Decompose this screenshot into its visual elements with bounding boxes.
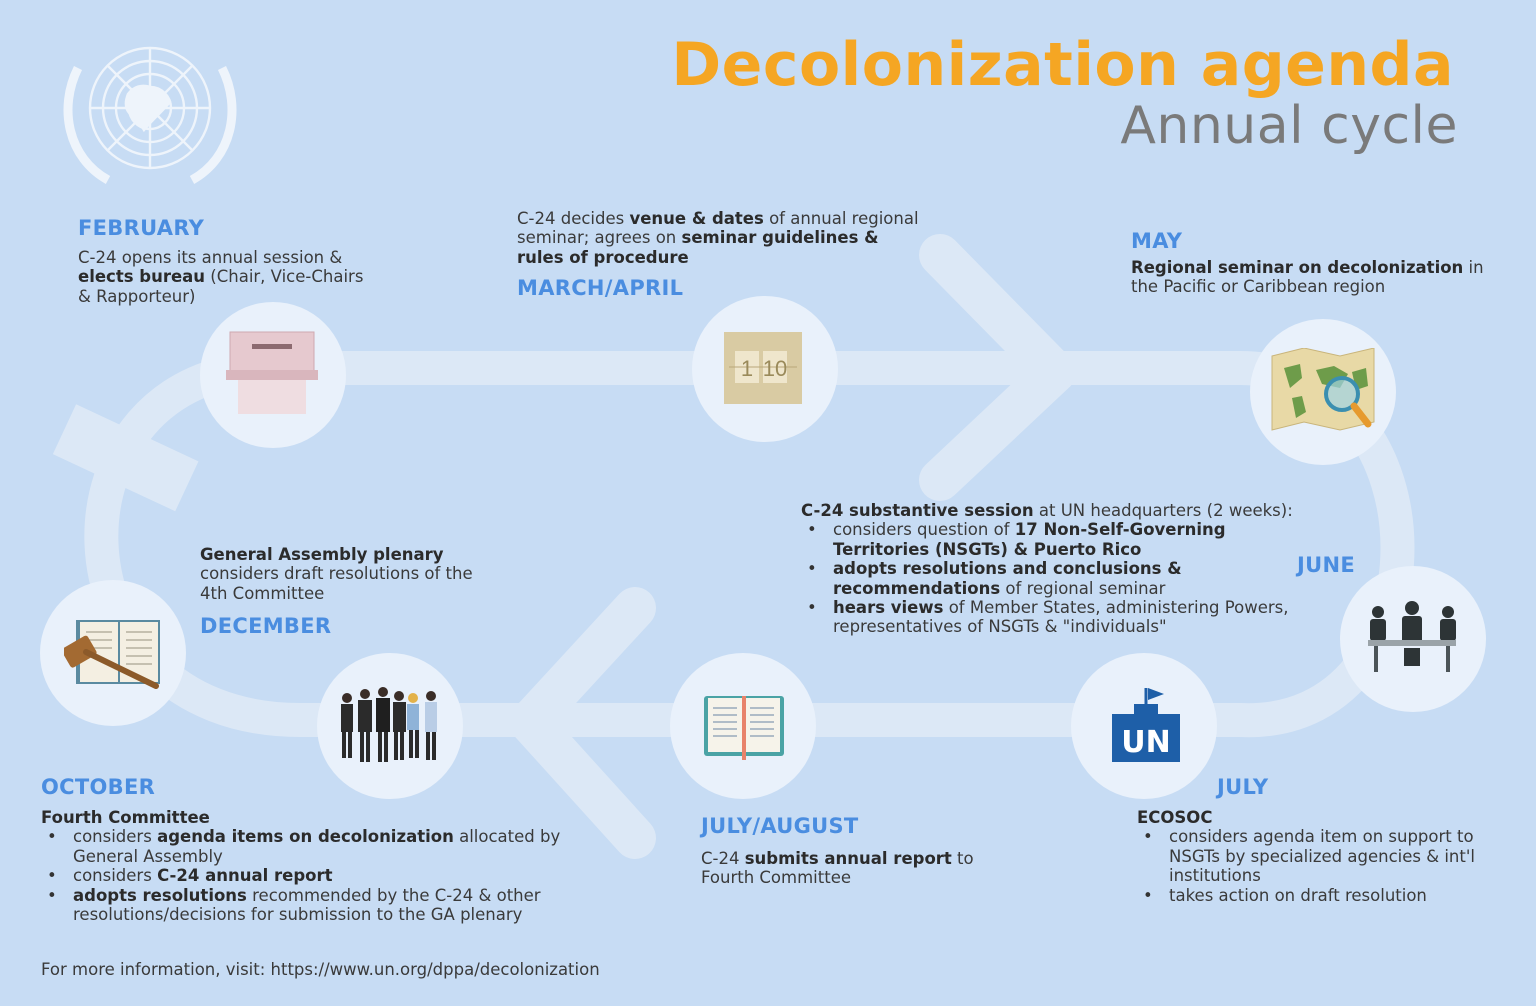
may-text: Regional seminar on decolonization in the Pacific or Caribbean region: [1131, 258, 1484, 297]
julyaug-text: C-24 submits annual report to Fourth Committee: [701, 849, 974, 888]
julyaug-month: JULY/AUGUST: [701, 814, 859, 838]
calendar-icon: [723, 331, 803, 407]
svg-text:10: 10: [762, 356, 788, 381]
february-month: FEBRUARY: [78, 216, 205, 240]
february-text: C-24 opens its annual session & elects bureau (Chair, Vice-Chairs & Rapporteur): [78, 248, 364, 306]
march-text: C-24 decides venue & dates of annual regional seminar; agrees on seminar guidelines & rules of procedure: [517, 209, 919, 267]
june-month: JUNE: [1297, 553, 1355, 577]
ballot-box-icon: [224, 328, 320, 424]
footer-link-text[interactable]: For more information, visit: https://www.un.org/dppa/decolonization: [41, 960, 600, 979]
december-month: DECEMBER: [200, 614, 332, 638]
page-title: Decolonization agenda: [671, 30, 1454, 100]
october-month: OCTOBER: [41, 775, 156, 799]
meeting-table-icon: [1364, 600, 1460, 676]
people-group-icon: [337, 686, 443, 766]
map-magnifier-icon: [1268, 348, 1380, 434]
june-text: C-24 substantive session at UN headquarters (2 weeks): • considers question of 17 Non-Self-Governing Territories (NSGTs) & Puerto Rico • adopts resolutions and conclusions & recommendations of regional seminar • hears views of Member States, administering Powers, representatives of NSGTs & "individuals": [801, 501, 1341, 637]
svg-text:1: 1: [740, 356, 754, 381]
page-subtitle: Annual cycle: [1120, 96, 1458, 156]
march-month: MARCH/APRIL: [517, 276, 684, 300]
december-text: General Assembly plenary considers draft resolutions of the 4th Committee: [200, 545, 473, 603]
un-emblem-icon: [68, 48, 232, 180]
open-book-icon: [702, 694, 786, 760]
july-month: JULY: [1217, 775, 1269, 799]
july-text: ECOSOC • considers agenda item on support to NSGTs by specialized agencies & int'l institutions • takes action on draft resolution: [1137, 808, 1512, 905]
un-building-icon: [1110, 686, 1182, 764]
gavel-book-icon: [64, 616, 162, 692]
svg-text:UN: UN: [1121, 725, 1171, 760]
october-text: Fourth Committee • considers agenda items on decolonization allocated by General Assembly • considers C-24 annual report • adopts resolutions recommended by the C-24 & other resolutions/decisions for submission to the GA plenary: [41, 808, 601, 924]
may-month: MAY: [1131, 229, 1183, 253]
